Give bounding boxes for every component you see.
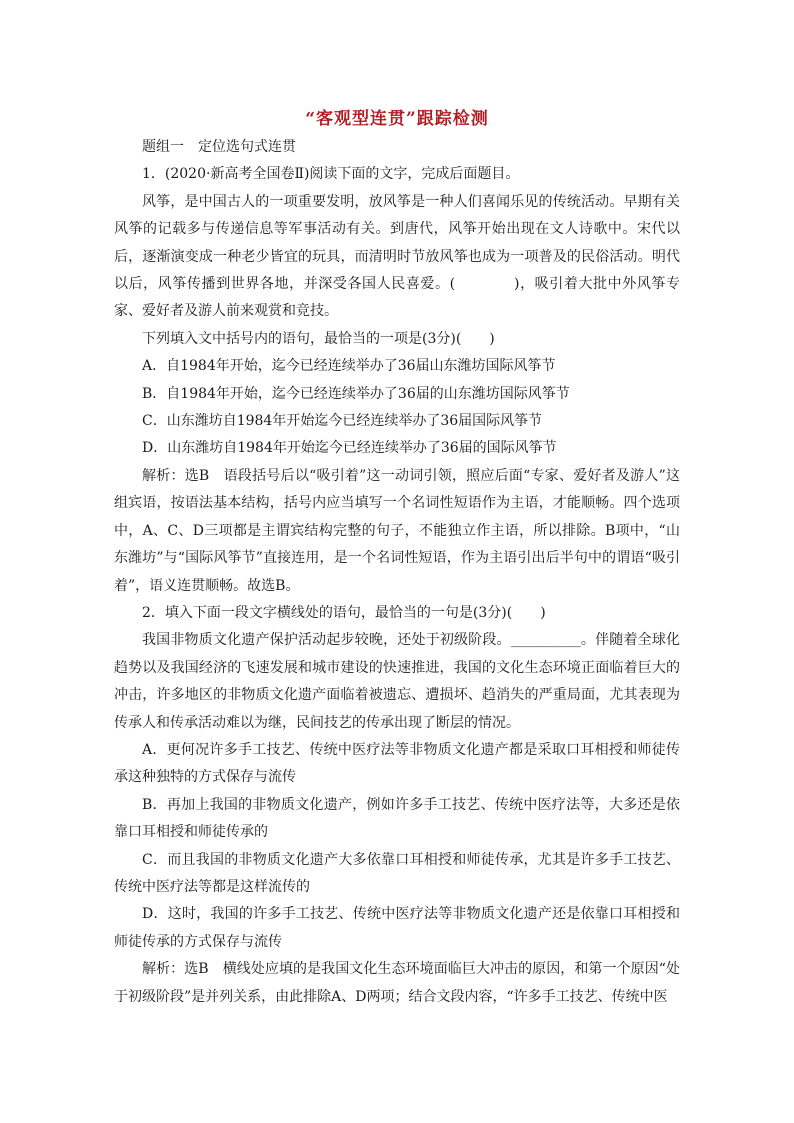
question-2-stem: 2．填入下面一段文字横线处的语句，最恰当的一句是(3分)( ) (142, 604, 546, 621)
question-1-analysis: 解析：选B 语段括号后以“吸引着”这一动词引领，照应后面“专家、爱好者及游人”这组宾语，按语法基本结构，括号内应当填写一个名词性短语作为主语，才能顺畅。四个选项中，A、C、D三项都是主谓宾结构完整的句子，不能独立作主语，所以排除。B项中，“山东潍坊”与“国际风筝节”直接连用，是一个名词性短语，作为主语引出后半句中的谓语“吸引着”，语义连贯顺畅。故选B。 (114, 467, 680, 594)
question-1-stem: 1．(2020·新高考全国卷Ⅱ)阅读下面的文字，完成后面题目。 (142, 166, 520, 183)
question-1-option-a: A．自1984年开始，迄今已经连续举办了36届山东潍坊国际风筝节 (142, 358, 556, 375)
document-title: “客观型连贯”跟踪检测 (305, 109, 489, 129)
question-2-option-b: B．再加上我国的非物质文化遗产，例如许多手工技艺、传统中医疗法等，大多还是依靠口耳相授和师徒传承的 (114, 796, 680, 841)
question-1-option-c: C．山东潍坊自1984年开始迄今已经连续举办了36届国际风筝节 (142, 413, 543, 430)
question-1-option-d: D．山东潍坊自1984年开始迄今已经连续举办了36届的国际风筝节 (142, 440, 557, 457)
question-2-analysis: 解析：选B 横线处应填的是我国文化生态环境面临巨大冲击的原因，和第一个原因“处于初级阶段”是并列关系，由此排除A、D两项；结合文段内容，“许多手工技艺、传统中医 (114, 961, 680, 1005)
question-2-passage: 我国非物质文化遗产保护活动起步较晚，还处于初级阶段。__________。伴随着全球化趋势以及我国经济的飞速发展和城市建设的快速推进，我国的文化生态环境正面临着巨大的冲击，许多地区的非物质文化遗产面临着被遗忘、遭损坏、趋消失的严重局面，尤其表现为传承人和传承活动难以为继，民间技艺的传承出现了断层的情况。 (114, 632, 680, 731)
question-1-prompt: 下列填入文中括号内的语句，最恰当的一项是(3分)( ) (142, 330, 495, 347)
question-2-option-d: D．这时，我国的许多手工技艺、传统中医疗法等非物质文化遗产还是依靠口耳相授和师徒传承的方式保存与流传 (114, 906, 680, 950)
question-1-passage: 风筝，是中国古人的一项重要发明，放风筝是一种人们喜闻乐见的传统活动。早期有关风筝的记载多与传递信息等军事活动有关。到唐代，风筝开始出现在文人诗歌中。宋代以后，逐渐演变成一种老少皆宜的玩具，而清明时节放风筝也成为一项普及的民俗活动。明代以后，风筝传播到世界各地，并深受各国人民喜爱。( )，吸引着大批中外风筝专家、爱好者及游人前来观赏和竞技。 (114, 193, 680, 320)
question-2-option-a: A．更何况许多手工技艺、传统中医疗法等非物质文化遗产都是采取口耳相授和师徒传承这种独特的方式保存与流传 (114, 741, 680, 786)
question-1-option-b: B．自1984年开始，迄今已经连续举办了36届的山东潍坊国际风筝节 (142, 385, 570, 402)
question-2-option-c: C．而且我国的非物质文化遗产大多依靠口耳相授和师徒传承，尤其是许多手工技艺、传统中医疗法等都是这样流传的 (114, 851, 680, 895)
document-body (114, 134, 680, 1011)
section-heading: 题组一 定位选句式连贯 (142, 139, 296, 155)
